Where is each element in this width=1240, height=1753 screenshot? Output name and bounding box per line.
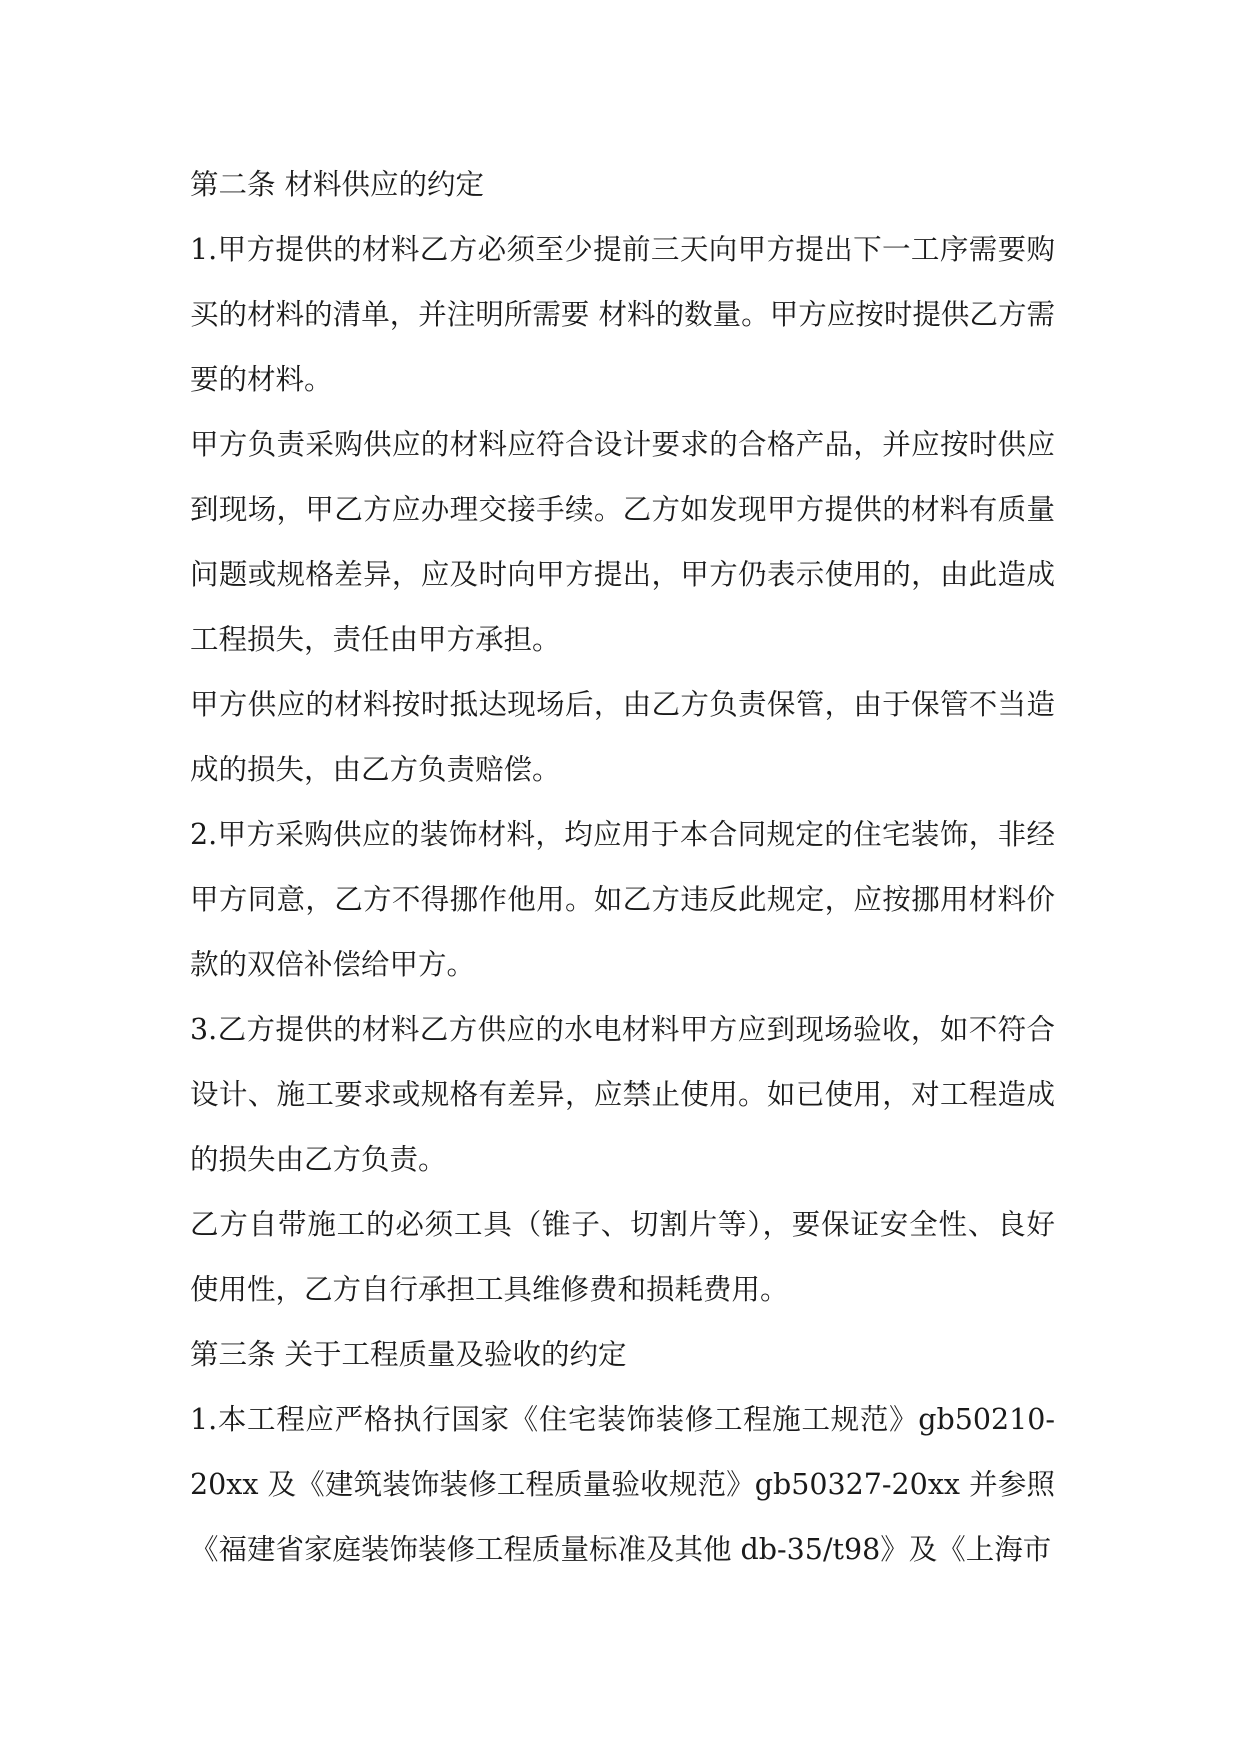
article-2-clause-1-procurement: 甲方负责采购供应的材料应符合设计要求的合格产品，并应按时供应到现场，甲乙方应办理交接手续。乙方如发现甲方提供的材料有质量问题或规格差异，应及时向甲方提出，甲方仍表示使用的，由此造成工程损失，责任由甲方承担。 [190,428,1055,656]
article-2-clause-1: 1.甲方提供的材料乙方必须至少提前三天向甲方提出下一工序需要购买的材料的清单，并注明所需要 材料的数量。甲方应按时提供乙方需要的材料。 [190,233,1055,396]
article-3-heading: 第三条 关于工程质量及验收的约定 [190,1338,627,1371]
article-2-clause-3: 3.乙方提供的材料乙方供应的水电材料甲方应到现场验收，如不符合设计、施工要求或规格有差异，应禁止使用。如已使用，对工程造成的损失由乙方负责。 [190,1013,1055,1176]
article-3-clause-1: 1.本工程应严格执行国家《住宅装饰装修工程施工规范》gb50210-20xx 及《建筑装饰装修工程质量验收规范》gb50327-20xx 并参照《福建省家庭装饰装修工程质量标准及其他 db-35/t98》及《上海市 [190,1403,1055,1566]
document-body [190,152,1055,1582]
article-2-heading: 第二条 材料供应的约定 [190,168,485,201]
article-2-clause-2: 2.甲方采购供应的装饰材料，均应用于本合同规定的住宅装饰，非经甲方同意，乙方不得挪作他用。如乙方违反此规定，应按挪用材料价款的双倍补偿给甲方。 [190,818,1055,981]
article-2-clause-1-storage: 甲方供应的材料按时抵达现场后，由乙方负责保管，由于保管不当造成的损失，由乙方负责赔偿。 [190,688,1055,786]
article-2-clause-3-tools: 乙方自带施工的必须工具（锥子、切割片等），要保证安全性、良好使用性，乙方自行承担工具维修费和损耗费用。 [190,1208,1055,1306]
